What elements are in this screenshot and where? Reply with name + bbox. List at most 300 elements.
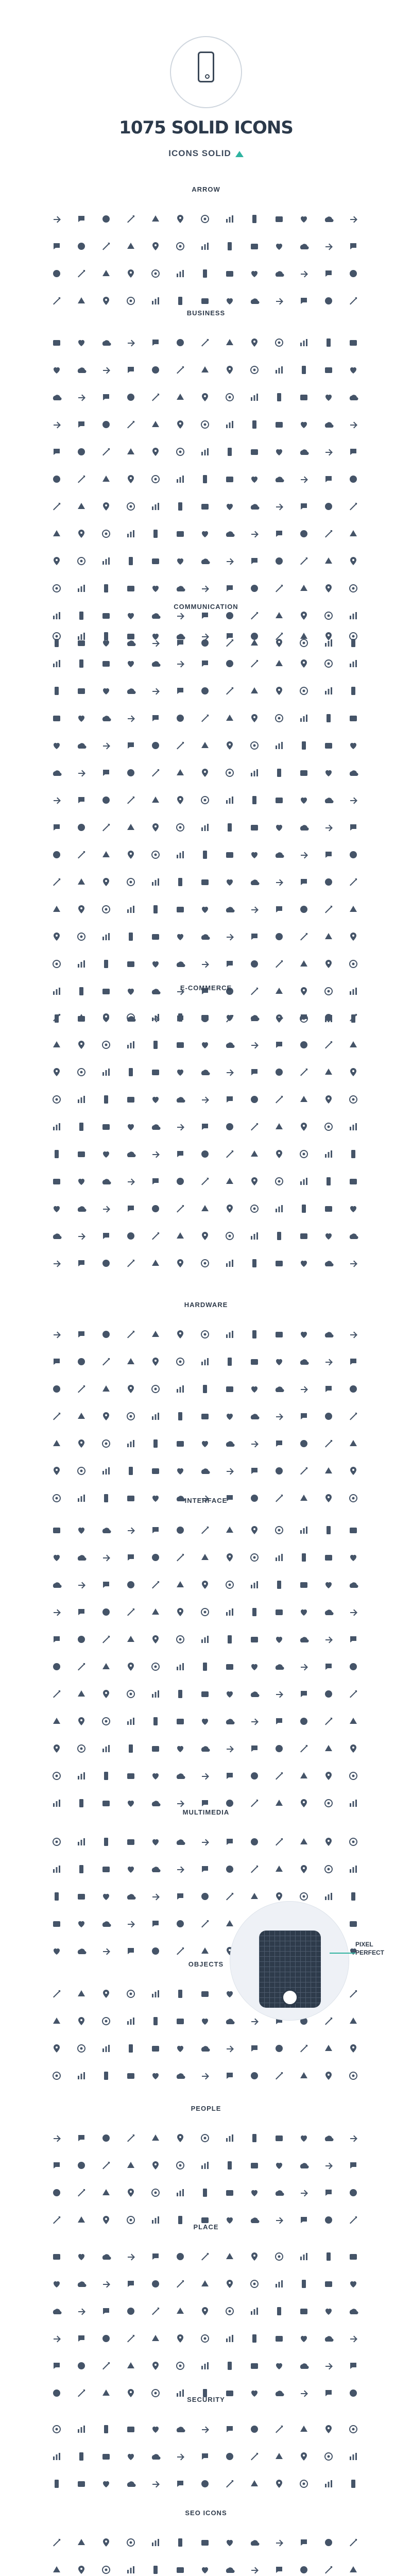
glyph-icon [118, 1113, 143, 1140]
glyph-icon [217, 1430, 242, 1457]
glyph-icon [193, 1598, 217, 1625]
glyph-icon [316, 1249, 341, 1277]
glyph-icon [44, 465, 69, 493]
glyph-icon [291, 520, 316, 547]
glyph-icon [242, 1031, 267, 1058]
glyph-icon [267, 465, 291, 493]
glyph-icon [118, 650, 143, 677]
glyph-icon [69, 650, 94, 677]
glyph-icon [242, 260, 267, 287]
glyph-icon [341, 732, 366, 759]
glyph-icon [267, 2297, 291, 2325]
glyph-icon [291, 841, 316, 868]
glyph-icon [94, 356, 118, 383]
glyph-icon [94, 2470, 118, 2497]
section-title: ARROW [192, 185, 220, 193]
glyph-icon [267, 923, 291, 950]
section-title: SEO ICONS [185, 2509, 227, 2517]
glyph-icon [143, 2325, 168, 2352]
glyph-icon [291, 704, 316, 732]
glyph-icon [291, 1598, 316, 1625]
glyph-icon [217, 1883, 242, 1910]
glyph-icon [267, 704, 291, 732]
glyph-icon [168, 2470, 193, 2497]
glyph-icon [168, 622, 193, 650]
glyph-icon [217, 547, 242, 574]
glyph-icon [242, 356, 267, 383]
glyph-icon [217, 2035, 242, 2062]
glyph-icon [94, 704, 118, 732]
glyph-icon [316, 1883, 341, 1910]
callout-line [330, 1953, 355, 1954]
glyph-icon [69, 1457, 94, 1484]
glyph-icon [193, 520, 217, 547]
glyph-icon [168, 1167, 193, 1195]
glyph-icon [217, 1058, 242, 1086]
glyph-icon [242, 1544, 267, 1571]
glyph-icon [69, 2151, 94, 2179]
glyph-icon [118, 356, 143, 383]
section-people [0, 2105, 412, 2233]
glyph-icon [44, 1167, 69, 1195]
glyph-icon [143, 2124, 168, 2151]
glyph-icon [242, 650, 267, 677]
glyph-icon [168, 1680, 193, 1707]
glyph-icon [242, 1222, 267, 1249]
glyph-icon [267, 1544, 291, 1571]
glyph-icon [193, 1828, 217, 1855]
glyph-icon [193, 1222, 217, 1249]
glyph-icon [193, 1348, 217, 1375]
glyph-icon [168, 2035, 193, 2062]
glyph-icon [193, 1855, 217, 1883]
glyph-icon [291, 411, 316, 438]
glyph-icon [316, 2529, 341, 2556]
glyph-icon [118, 438, 143, 465]
glyph-icon [94, 2062, 118, 2089]
glyph-icon [217, 2529, 242, 2556]
glyph-icon [168, 1855, 193, 1883]
glyph-icon [118, 2443, 143, 2470]
glyph-icon [44, 438, 69, 465]
glyph-icon [94, 2124, 118, 2151]
glyph-icon [44, 356, 69, 383]
glyph-icon [267, 411, 291, 438]
glyph-icon [94, 1320, 118, 1348]
glyph-icon [44, 2443, 69, 2470]
glyph-icon [168, 383, 193, 411]
glyph-icon [267, 841, 291, 868]
glyph-icon [94, 465, 118, 493]
glyph-icon [168, 329, 193, 356]
glyph-icon [118, 1195, 143, 1222]
glyph-icon [193, 1762, 217, 1789]
glyph-icon [341, 2325, 366, 2352]
glyph-icon [217, 2270, 242, 2297]
glyph-icon [143, 232, 168, 260]
glyph-icon [168, 1195, 193, 1222]
glyph-icon [242, 1113, 267, 1140]
glyph-icon [316, 2062, 341, 2089]
glyph-icon [291, 1855, 316, 1883]
glyph-icon [242, 2151, 267, 2179]
glyph-icon [341, 2007, 366, 2035]
glyph-icon [94, 2556, 118, 2576]
glyph-icon [94, 1375, 118, 1402]
glyph-icon [316, 574, 341, 602]
glyph-icon [168, 1980, 193, 2007]
glyph-icon [44, 1625, 69, 1653]
glyph-icon [143, 786, 168, 814]
glyph-icon [69, 520, 94, 547]
glyph-icon [69, 232, 94, 260]
glyph-icon [118, 2325, 143, 2352]
glyph-icon [341, 1571, 366, 1598]
glyph-icon [69, 329, 94, 356]
glyph-icon [94, 329, 118, 356]
glyph-icon [193, 923, 217, 950]
section-title: E-COMMERCE [180, 984, 232, 992]
glyph-icon [341, 232, 366, 260]
glyph-icon [44, 677, 69, 704]
glyph-icon [267, 814, 291, 841]
glyph-icon [118, 465, 143, 493]
glyph-icon [168, 1222, 193, 1249]
glyph-icon [193, 2443, 217, 2470]
glyph-icon [341, 1855, 366, 1883]
glyph-icon [267, 1402, 291, 1430]
glyph-icon [193, 2470, 217, 2497]
glyph-icon [118, 759, 143, 786]
section-place [0, 2223, 412, 2406]
glyph-icon [217, 465, 242, 493]
glyph-icon [316, 1320, 341, 1348]
glyph-icon [44, 329, 69, 356]
glyph-icon [44, 1544, 69, 1571]
glyph-icon [94, 1828, 118, 1855]
glyph-icon [143, 2007, 168, 2035]
pixel-label-line1: PIXEL [355, 1941, 373, 1948]
glyph-icon [316, 732, 341, 759]
glyph-icon [267, 1625, 291, 1653]
glyph-icon [341, 329, 366, 356]
glyph-icon [44, 1140, 69, 1167]
glyph-icon [217, 2007, 242, 2035]
glyph-icon [143, 574, 168, 602]
glyph-icon [341, 1058, 366, 1086]
glyph-icon [69, 2325, 94, 2352]
glyph-icon [291, 329, 316, 356]
glyph-icon [168, 2352, 193, 2379]
glyph-icon [341, 1598, 366, 1625]
glyph-icon [267, 1058, 291, 1086]
glyph-icon [267, 1140, 291, 1167]
glyph-icon [69, 1571, 94, 1598]
glyph-icon [118, 1140, 143, 1167]
glyph-icon [291, 2124, 316, 2151]
glyph-icon [94, 1762, 118, 1789]
glyph-icon [168, 868, 193, 895]
glyph-icon [242, 1348, 267, 1375]
phone-home-button-icon [282, 1989, 298, 2006]
icon-grid [44, 205, 370, 314]
glyph-icon [118, 574, 143, 602]
glyph-icon [69, 205, 94, 232]
glyph-icon [69, 1086, 94, 1113]
glyph-icon [217, 2415, 242, 2443]
glyph-icon [118, 677, 143, 704]
glyph-icon [69, 1516, 94, 1544]
glyph-icon [217, 2243, 242, 2270]
glyph-icon [267, 1735, 291, 1762]
glyph-icon [143, 547, 168, 574]
glyph-icon [316, 465, 341, 493]
icon-grid [44, 1004, 370, 1277]
glyph-icon [118, 622, 143, 650]
glyph-icon [193, 814, 217, 841]
glyph-icon [143, 1402, 168, 1430]
glyph-icon [143, 2443, 168, 2470]
glyph-icon [341, 1249, 366, 1277]
glyph-icon [168, 260, 193, 287]
glyph-icon [118, 2270, 143, 2297]
glyph-icon [316, 493, 341, 520]
glyph-icon [341, 2529, 366, 2556]
glyph-icon [193, 2124, 217, 2151]
glyph-icon [267, 1167, 291, 1195]
glyph-icon [44, 1430, 69, 1457]
glyph-icon [69, 1140, 94, 1167]
glyph-icon [118, 895, 143, 923]
glyph-icon [267, 2243, 291, 2270]
glyph-icon [217, 1735, 242, 1762]
glyph-icon [193, 465, 217, 493]
glyph-icon [193, 2179, 217, 2206]
glyph-icon [291, 1031, 316, 1058]
glyph-icon [44, 786, 69, 814]
glyph-icon [69, 1544, 94, 1571]
glyph-icon [341, 547, 366, 574]
glyph-icon [193, 2062, 217, 2089]
glyph-icon [217, 520, 242, 547]
glyph-icon [118, 1544, 143, 1571]
section-title: MULTIMEDIA [182, 1808, 230, 1816]
glyph-icon [267, 438, 291, 465]
glyph-icon [267, 1348, 291, 1375]
glyph-icon [341, 950, 366, 977]
glyph-icon [143, 1375, 168, 1402]
glyph-icon [94, 1855, 118, 1883]
glyph-icon [118, 1625, 143, 1653]
glyph-icon [242, 786, 267, 814]
glyph-icon [69, 383, 94, 411]
glyph-icon [44, 1598, 69, 1625]
glyph-icon [69, 1653, 94, 1680]
glyph-icon [44, 2243, 69, 2270]
glyph-icon [143, 2415, 168, 2443]
glyph-icon [242, 520, 267, 547]
glyph-icon [94, 1140, 118, 1167]
glyph-icon [118, 841, 143, 868]
glyph-icon [341, 520, 366, 547]
glyph-icon [242, 1320, 267, 1348]
glyph-icon [242, 1058, 267, 1086]
glyph-icon [44, 1375, 69, 1402]
glyph-icon [291, 950, 316, 977]
glyph-icon [143, 411, 168, 438]
glyph-icon [316, 2443, 341, 2470]
glyph-icon [217, 232, 242, 260]
glyph-icon [44, 1086, 69, 1113]
glyph-icon [341, 2243, 366, 2270]
glyph-icon [143, 1222, 168, 1249]
glyph-icon [168, 574, 193, 602]
glyph-icon [217, 383, 242, 411]
glyph-icon [118, 1855, 143, 1883]
glyph-icon [143, 493, 168, 520]
glyph-icon [267, 260, 291, 287]
glyph-icon [69, 438, 94, 465]
glyph-icon [242, 1707, 267, 1735]
glyph-icon [168, 814, 193, 841]
glyph-icon [267, 1653, 291, 1680]
glyph-icon [143, 1516, 168, 1544]
glyph-icon [242, 950, 267, 977]
glyph-icon [143, 2556, 168, 2576]
glyph-icon [118, 383, 143, 411]
glyph-icon [143, 1980, 168, 2007]
section-title: BUSINESS [186, 309, 226, 317]
glyph-icon [69, 759, 94, 786]
glyph-icon [44, 1735, 69, 1762]
glyph-icon [267, 574, 291, 602]
glyph-icon [44, 520, 69, 547]
glyph-icon [341, 1910, 366, 1937]
icon-grid [44, 1516, 370, 1817]
glyph-icon [291, 2470, 316, 2497]
glyph-icon [242, 1598, 267, 1625]
glyph-icon [217, 1516, 242, 1544]
glyph-icon [168, 895, 193, 923]
glyph-icon [118, 1031, 143, 1058]
glyph-icon [44, 704, 69, 732]
glyph-icon [168, 1707, 193, 1735]
glyph-icon [291, 547, 316, 574]
glyph-icon [143, 1680, 168, 1707]
glyph-icon [193, 2415, 217, 2443]
glyph-icon [143, 759, 168, 786]
glyph-icon [118, 814, 143, 841]
glyph-icon [316, 2151, 341, 2179]
glyph-icon [94, 2243, 118, 2270]
glyph-icon [267, 1375, 291, 1402]
glyph-icon [118, 493, 143, 520]
glyph-icon [316, 520, 341, 547]
section-title: OBJECTS [188, 1960, 224, 1968]
glyph-icon [291, 2062, 316, 2089]
glyph-icon [143, 1883, 168, 1910]
glyph-icon [341, 677, 366, 704]
glyph-icon [316, 1762, 341, 1789]
glyph-icon [217, 1855, 242, 1883]
glyph-icon [118, 520, 143, 547]
glyph-icon [193, 1167, 217, 1195]
glyph-icon [69, 704, 94, 732]
glyph-icon [69, 574, 94, 602]
glyph-icon [69, 622, 94, 650]
glyph-icon [193, 1980, 217, 2007]
glyph-icon [69, 1222, 94, 1249]
glyph-icon [291, 1680, 316, 1707]
glyph-icon [316, 1707, 341, 1735]
glyph-icon [267, 1086, 291, 1113]
glyph-icon [341, 1828, 366, 1855]
glyph-icon [316, 1855, 341, 1883]
glyph-icon [143, 950, 168, 977]
page-title: 1075 SOLID ICONS [119, 117, 293, 138]
glyph-icon [168, 1625, 193, 1653]
glyph-icon [291, 1167, 316, 1195]
glyph-icon [341, 574, 366, 602]
glyph-icon [316, 2556, 341, 2576]
glyph-icon [69, 1828, 94, 1855]
glyph-icon [341, 1140, 366, 1167]
glyph-icon [94, 574, 118, 602]
glyph-icon [69, 923, 94, 950]
glyph-icon [267, 1855, 291, 1883]
glyph-icon [168, 1140, 193, 1167]
glyph-icon [267, 1430, 291, 1457]
glyph-icon [267, 356, 291, 383]
glyph-icon [94, 411, 118, 438]
glyph-icon [341, 923, 366, 950]
glyph-icon [242, 438, 267, 465]
glyph-icon [168, 950, 193, 977]
glyph-icon [118, 1058, 143, 1086]
glyph-icon [341, 1004, 366, 1031]
section-communication [0, 603, 412, 1032]
glyph-icon [267, 1680, 291, 1707]
glyph-icon [242, 547, 267, 574]
glyph-icon [69, 1910, 94, 1937]
section-title: SECURITY [187, 2396, 225, 2403]
glyph-icon [94, 1910, 118, 1937]
glyph-icon [242, 1167, 267, 1195]
glyph-icon [69, 1195, 94, 1222]
glyph-icon [118, 2124, 143, 2151]
glyph-icon [291, 1195, 316, 1222]
glyph-icon [143, 465, 168, 493]
glyph-icon [69, 356, 94, 383]
glyph-icon [94, 383, 118, 411]
glyph-icon [267, 2035, 291, 2062]
glyph-icon [341, 2352, 366, 2379]
glyph-icon [193, 1086, 217, 1113]
glyph-icon [168, 1249, 193, 1277]
glyph-icon [267, 1031, 291, 1058]
glyph-icon [69, 2470, 94, 2497]
glyph-icon [316, 1375, 341, 1402]
glyph-icon [341, 2062, 366, 2089]
glyph-icon [316, 2297, 341, 2325]
glyph-icon [242, 923, 267, 950]
glyph-icon [143, 1571, 168, 1598]
glyph-icon [94, 1707, 118, 1735]
glyph-icon [193, 704, 217, 732]
glyph-icon [193, 2035, 217, 2062]
glyph-icon [217, 895, 242, 923]
glyph-icon [118, 1375, 143, 1402]
